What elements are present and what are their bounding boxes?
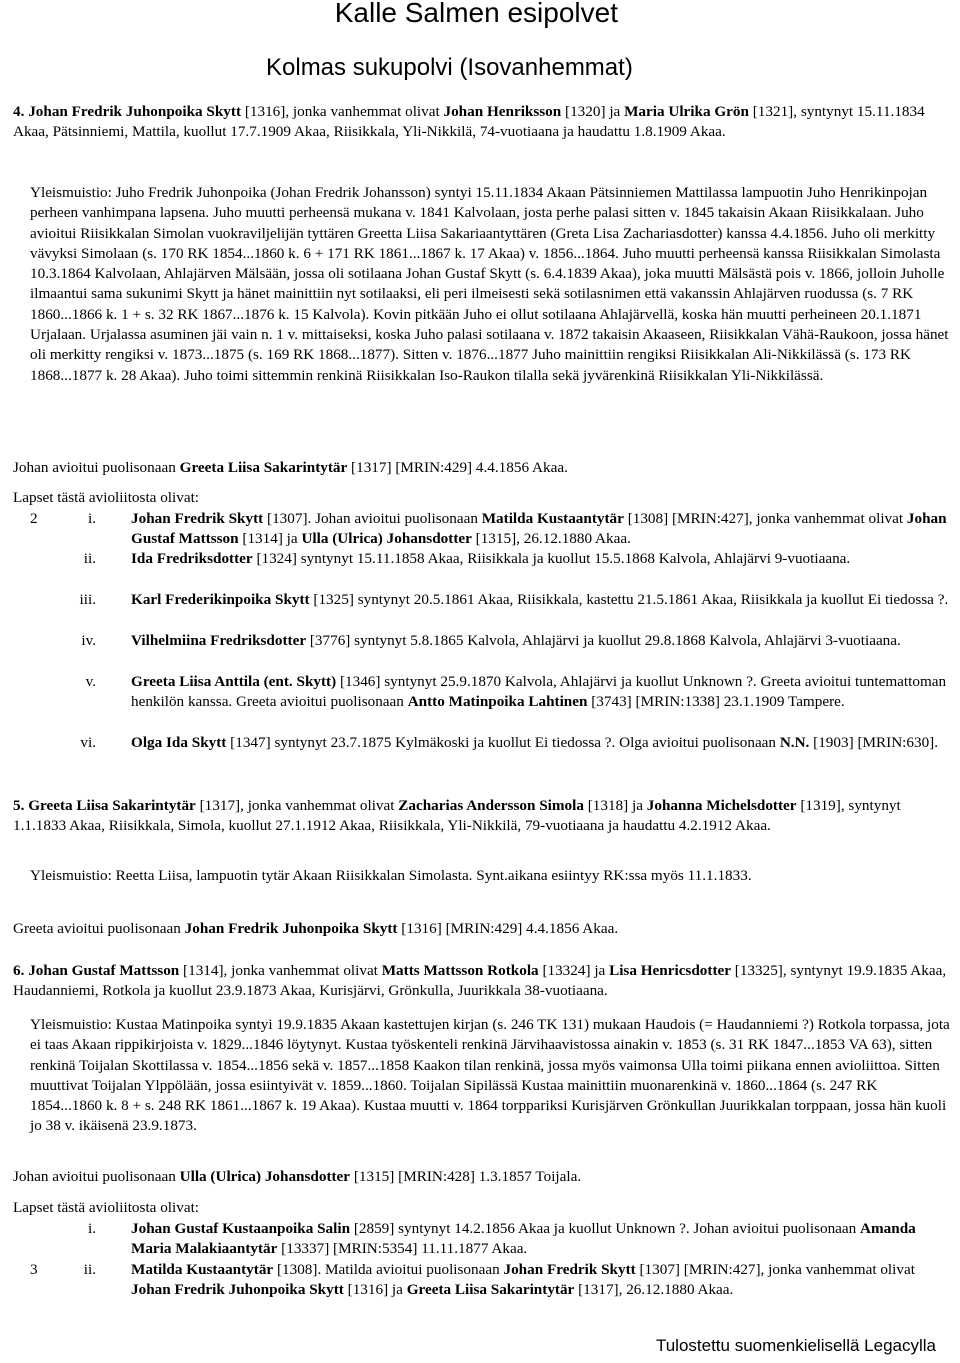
children-label: Lapset tästä avioliitosta olivat: — [13, 1199, 200, 1216]
mother-name: Maria Ulrika Grön — [624, 103, 749, 120]
spouse-name: Johan Fredrik Juhonpoika Skytt — [184, 920, 398, 937]
report-title: Kalle Salmen esipolvet — [334, 0, 618, 28]
father-name: Zacharias Andersson Simola — [398, 797, 584, 814]
footer-text: Tulostettu suomenkielisellä Legacylla — [655, 1336, 936, 1355]
person-number: 6. — [13, 962, 25, 979]
person-number: 4. — [13, 103, 25, 120]
father-name: Johan Henriksson — [443, 103, 562, 120]
children-label: Lapset tästä avioliitosta olivat: — [13, 489, 200, 506]
spouse-name: Ulla (Ulrica) Johansdotter — [179, 1168, 351, 1185]
person-5-marriage: Greeta avioitui puolisonaan Johan Fredrik Juhonpoika Skytt [1316] [MRIN:429] 4.4.1856 Akaa. — [13, 920, 619, 937]
section-title: Kolmas sukupolvi (Isovanhemmat) — [266, 54, 633, 81]
person-6-marriage: Johan avioitui puolisonaan Ulla (Ulrica) Johansdotter [1315] [MRIN:428] 1.3.1857 Toijala. — [13, 1168, 582, 1185]
mother-name: Johanna Michelsdotter — [646, 797, 797, 814]
mother-name: Lisa Henricsdotter — [609, 962, 731, 979]
person-5-note: Yleismuistio: Reetta Liisa, lampuotin tytär Akaan Riisikkalan Simolasta. Synt.aikana esiintyy RK:ssa myös 11.1.1833. — [30, 867, 752, 884]
person-number: 5. — [13, 797, 25, 814]
person-4-header: 4. Johan Fredrik Juhonpoika Skytt [1316], jonka vanhemmat olivat Johan Henriksson [1320] ja Maria Ulrika Grön [1321], syntynyt 15.11.1834 Akaa, Pätsinniemi, Mattila, kuollut 17.7.1909 Akaa, Riisikkala, Yli-Nikkilä, 74-vuotiaana ja haudattu 1.8.1909 Akaa. — [13, 103, 925, 141]
person-name: Johan Gustaf Mattsson — [28, 962, 180, 979]
person-name: Johan Fredrik Juhonpoika Skytt — [28, 103, 242, 120]
spouse-name: Greeta Liisa Sakarintytär — [179, 459, 348, 476]
person-name: Greeta Liisa Sakarintytär — [28, 797, 196, 814]
person-4-note: Yleismuistio: Juho Fredrik Juhonpoika (Johan Fredrik Johansson) syntyi 15.11.1834 Akaan Pätsinniemen Mattilassa lampuotin Juho Henrikinpojan perheen vanhimpana lapsena. Juho muutti perheensä mukana v. 1841 Kalvolaan, josta perhe palasi sitten v. 1845 takaisin Akaan Riisikkalaan. Juho avioitui Riisikkalan Simolan vuokraviljelijän tyttären Greetta Liisa Sakariaantyttären (Greta Lisa Zachariasdotter) kanssa 4.4.1856. Juho oli merkitty vävyksi Simolaan (s. 170 RK 1854...1860 k. 6 + 171 RK 1861...1867 k. 17 Akaa) v. 1856...1864. Juho muutti perheensä kanssa Riisikkalan Simolasta 10.3.1864 Kalvolaan, Ahlajärven Mälsään, jossa oli sotilaana Johan Gustaf Skytt (s. 6.4.1839 Akaa), joka muutti Mälsästä pois v. 1866, jolloin Juholle ilmaantui sama sukunimi Skytt ja hänet mainittiin nyt sotilaaksi, eli peri ilmeisesti sekä sotilasnimen että vakanssin Ahlajärven ruodussa (s. 7 RK 1860...1866 k. 1 + s. 32 RK 1867...1876 k. 15 Kalvola). Kovin pitkään Juho ei ollut sotilaana Ahlajärvellä, koska hän muutti perheineen 20.1.1871 Urjalaan. Urjalassa asuminen jäi vain n. 1 v. mittaiseksi, koska Juho palasi sotilaana v. 1872 takaisin Akaaseen, Riisikkalan Vähä-Raukoon, jossa hänet oli merkitty rengiksi v. 1873...1875 (s. 169 RK 1868...1877). Sitten v. 1876...1877 Juho mainittiin rengiksi Riisikkalan Ali-Nikkilässä (s. 173 RK 1868...1877 k. 28 Akaa). Juho toimi sittemmin renkinä Riisikkalan Iso-Raukon tilalla sekä jyvärenkinä Riisikkalan Yli-Nikkilässä. — [30, 184, 949, 384]
father-name: Matts Mattsson Rotkola — [381, 962, 539, 979]
person-6-header: 6. Johan Gustaf Mattsson [1314], jonka vanhemmat olivat Matts Mattsson Rotkola [13324] ja Lisa Henricsdotter [13325], syntynyt 19.9.1835 Akaa, Haudanniemi, Rotkola ja kuollut 23.9.1873 Akaa, Kurisjärvi, Grönkulla, Juurikkala 38-vuotiaana. — [13, 962, 947, 1000]
person-4-marriage: Johan avioitui puolisonaan Greeta Liisa Sakarintytär [1317] [MRIN:429] 4.4.1856 Akaa. — [13, 459, 568, 476]
person-6-note: Yleismuistio: Kustaa Matinpoika syntyi 19.9.1835 Akaan kastettujen kirjan (s. 246 TK 131) mukaan Haudois (= Haudanniemi ?) Rotkola torpassa, jota ei taas Akaan rippikirjoista v. 1829...1846 löytynyt. Kustaa työskenteli renkinä Järvihaavistossa ainakin v. 1853 (s. 31 RK 1847...1853 VA 63), sitten renkinä Toijalan Skottilassa v. 1854...1856 sekä v. 1857...1858 Kaakon tilan renkinä, jossa myös vaimonsa Ulla toimi piikana ennen avioliittoa. Sitten muuttivat Toijalan Ylppölään, jossa esiintyivät v. 1859...1860. Toijalan Sipilässä Kustaa mainittiin muonarenkinä v. 1860...1864 (s. 247 RK 1854...1860 k. 8 + s. 248 RK 1861...1867 k. 19 Akaa). Kustaa muutti v. 1864 torppariksi Kurisjärven Grönkullan Juurikkalan torppaan, jossa hän kuoli jo 38 v. ikäisenä 23.9.1873. — [30, 1016, 950, 1135]
person-5-header: 5. Greeta Liisa Sakarintytär [1317], jonka vanhemmat olivat Zacharias Andersson Simola [1318] ja Johanna Michelsdotter [1319], syntynyt 1.1.1833 Akaa, Riisikkala, Simola, kuollut 27.1.1912 Akaa, Riisikkala, Yli-Nikkilä, 79-vuotiaana ja haudattu 4.2.1912 Akaa. — [13, 797, 901, 835]
